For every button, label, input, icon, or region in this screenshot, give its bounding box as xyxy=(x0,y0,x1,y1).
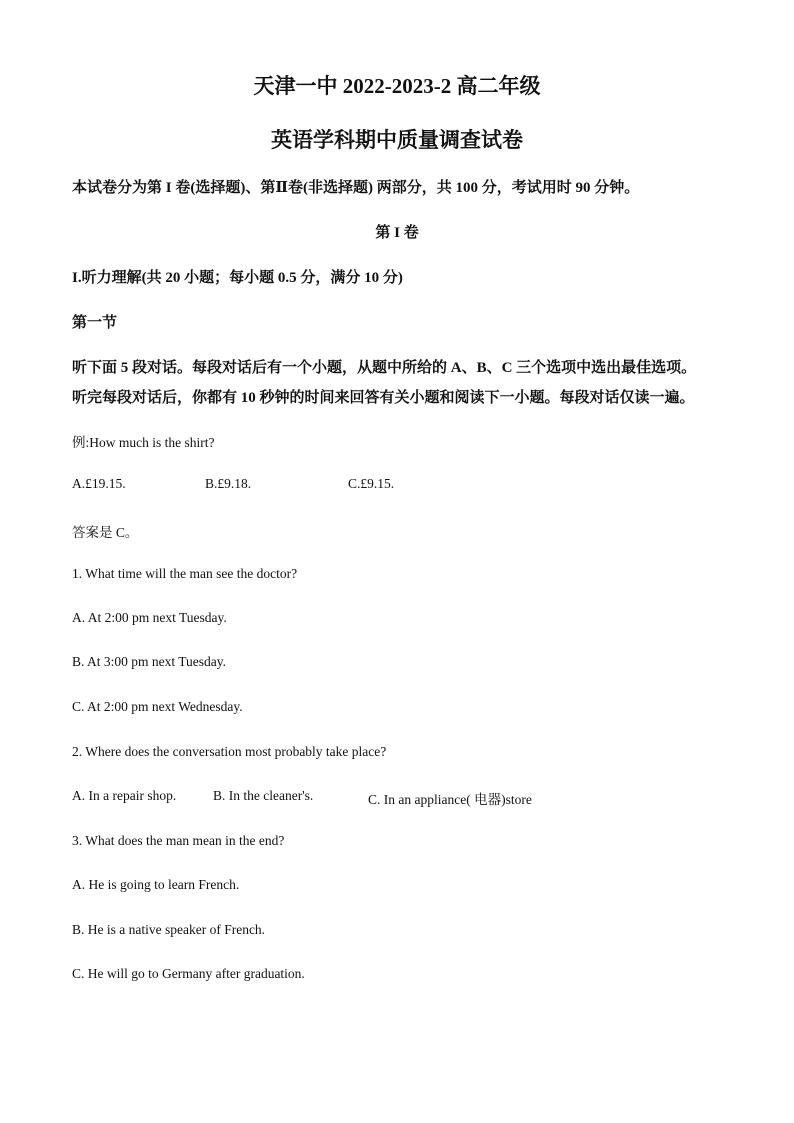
exam-title-line2: 英语学科期中质量调查试卷 xyxy=(271,128,523,152)
exam-title-line1: 天津一中 2022-2023-2 高二年级 xyxy=(253,74,541,98)
question-3-option-a: A. He is going to learn French. xyxy=(72,877,240,892)
question-3-option-b: B. He is a native speaker of French. xyxy=(72,922,266,937)
question-3-stem: 3. What does the man mean in the end? xyxy=(72,833,285,848)
part-label: 第一节 xyxy=(72,315,118,331)
question-1-option-b: B. At 3:00 pm next Tuesday. xyxy=(72,654,227,669)
question-2-option-b: B. In the cleaner's. xyxy=(213,788,314,803)
question-1-option-c: C. At 2:00 pm next Wednesday. xyxy=(72,699,243,714)
example-option-c: C.£9.15. xyxy=(348,476,395,491)
example-option-b: B.£9.18. xyxy=(205,476,252,491)
section-heading: I.听力理解(共 20 小题；每小题 0.5 分，满分 10 分) xyxy=(72,270,403,286)
question-1-option-a: A. At 2:00 pm next Tuesday. xyxy=(72,610,227,625)
example-answer: 答案是 C。 xyxy=(72,525,139,540)
volume-label: 第 I 卷 xyxy=(375,225,419,241)
example-question: 例:How much is the shirt? xyxy=(72,435,215,450)
question-2-option-c: C. In an appliance( 电器)store xyxy=(368,792,532,807)
question-1-stem: 1. What time will the man see the doctor? xyxy=(72,566,298,581)
instructions-line1: 听下面 5 段对话。每段对话后有一个小题，从题中所给的 A、B、C 三个选项中选出最佳选项。 xyxy=(72,360,697,376)
question-2-option-a: A. In a repair shop. xyxy=(72,788,177,803)
exam-intro: 本试卷分为第 I 卷(选择题)、第Ⅱ卷(非选择题) 两部分，共 100 分，考试用时 90 分钟。 xyxy=(72,180,640,196)
question-2-stem: 2. Where does the conversation most probably take place? xyxy=(72,744,387,759)
question-3-option-c: C. He will go to Germany after graduation. xyxy=(72,966,305,981)
example-option-a: A.£19.15. xyxy=(72,476,126,491)
instructions-line2: 听完每段对话后，你都有 10 秒钟的时间来回答有关小题和阅读下一小题。每段对话仅读一遍。 xyxy=(72,390,695,406)
